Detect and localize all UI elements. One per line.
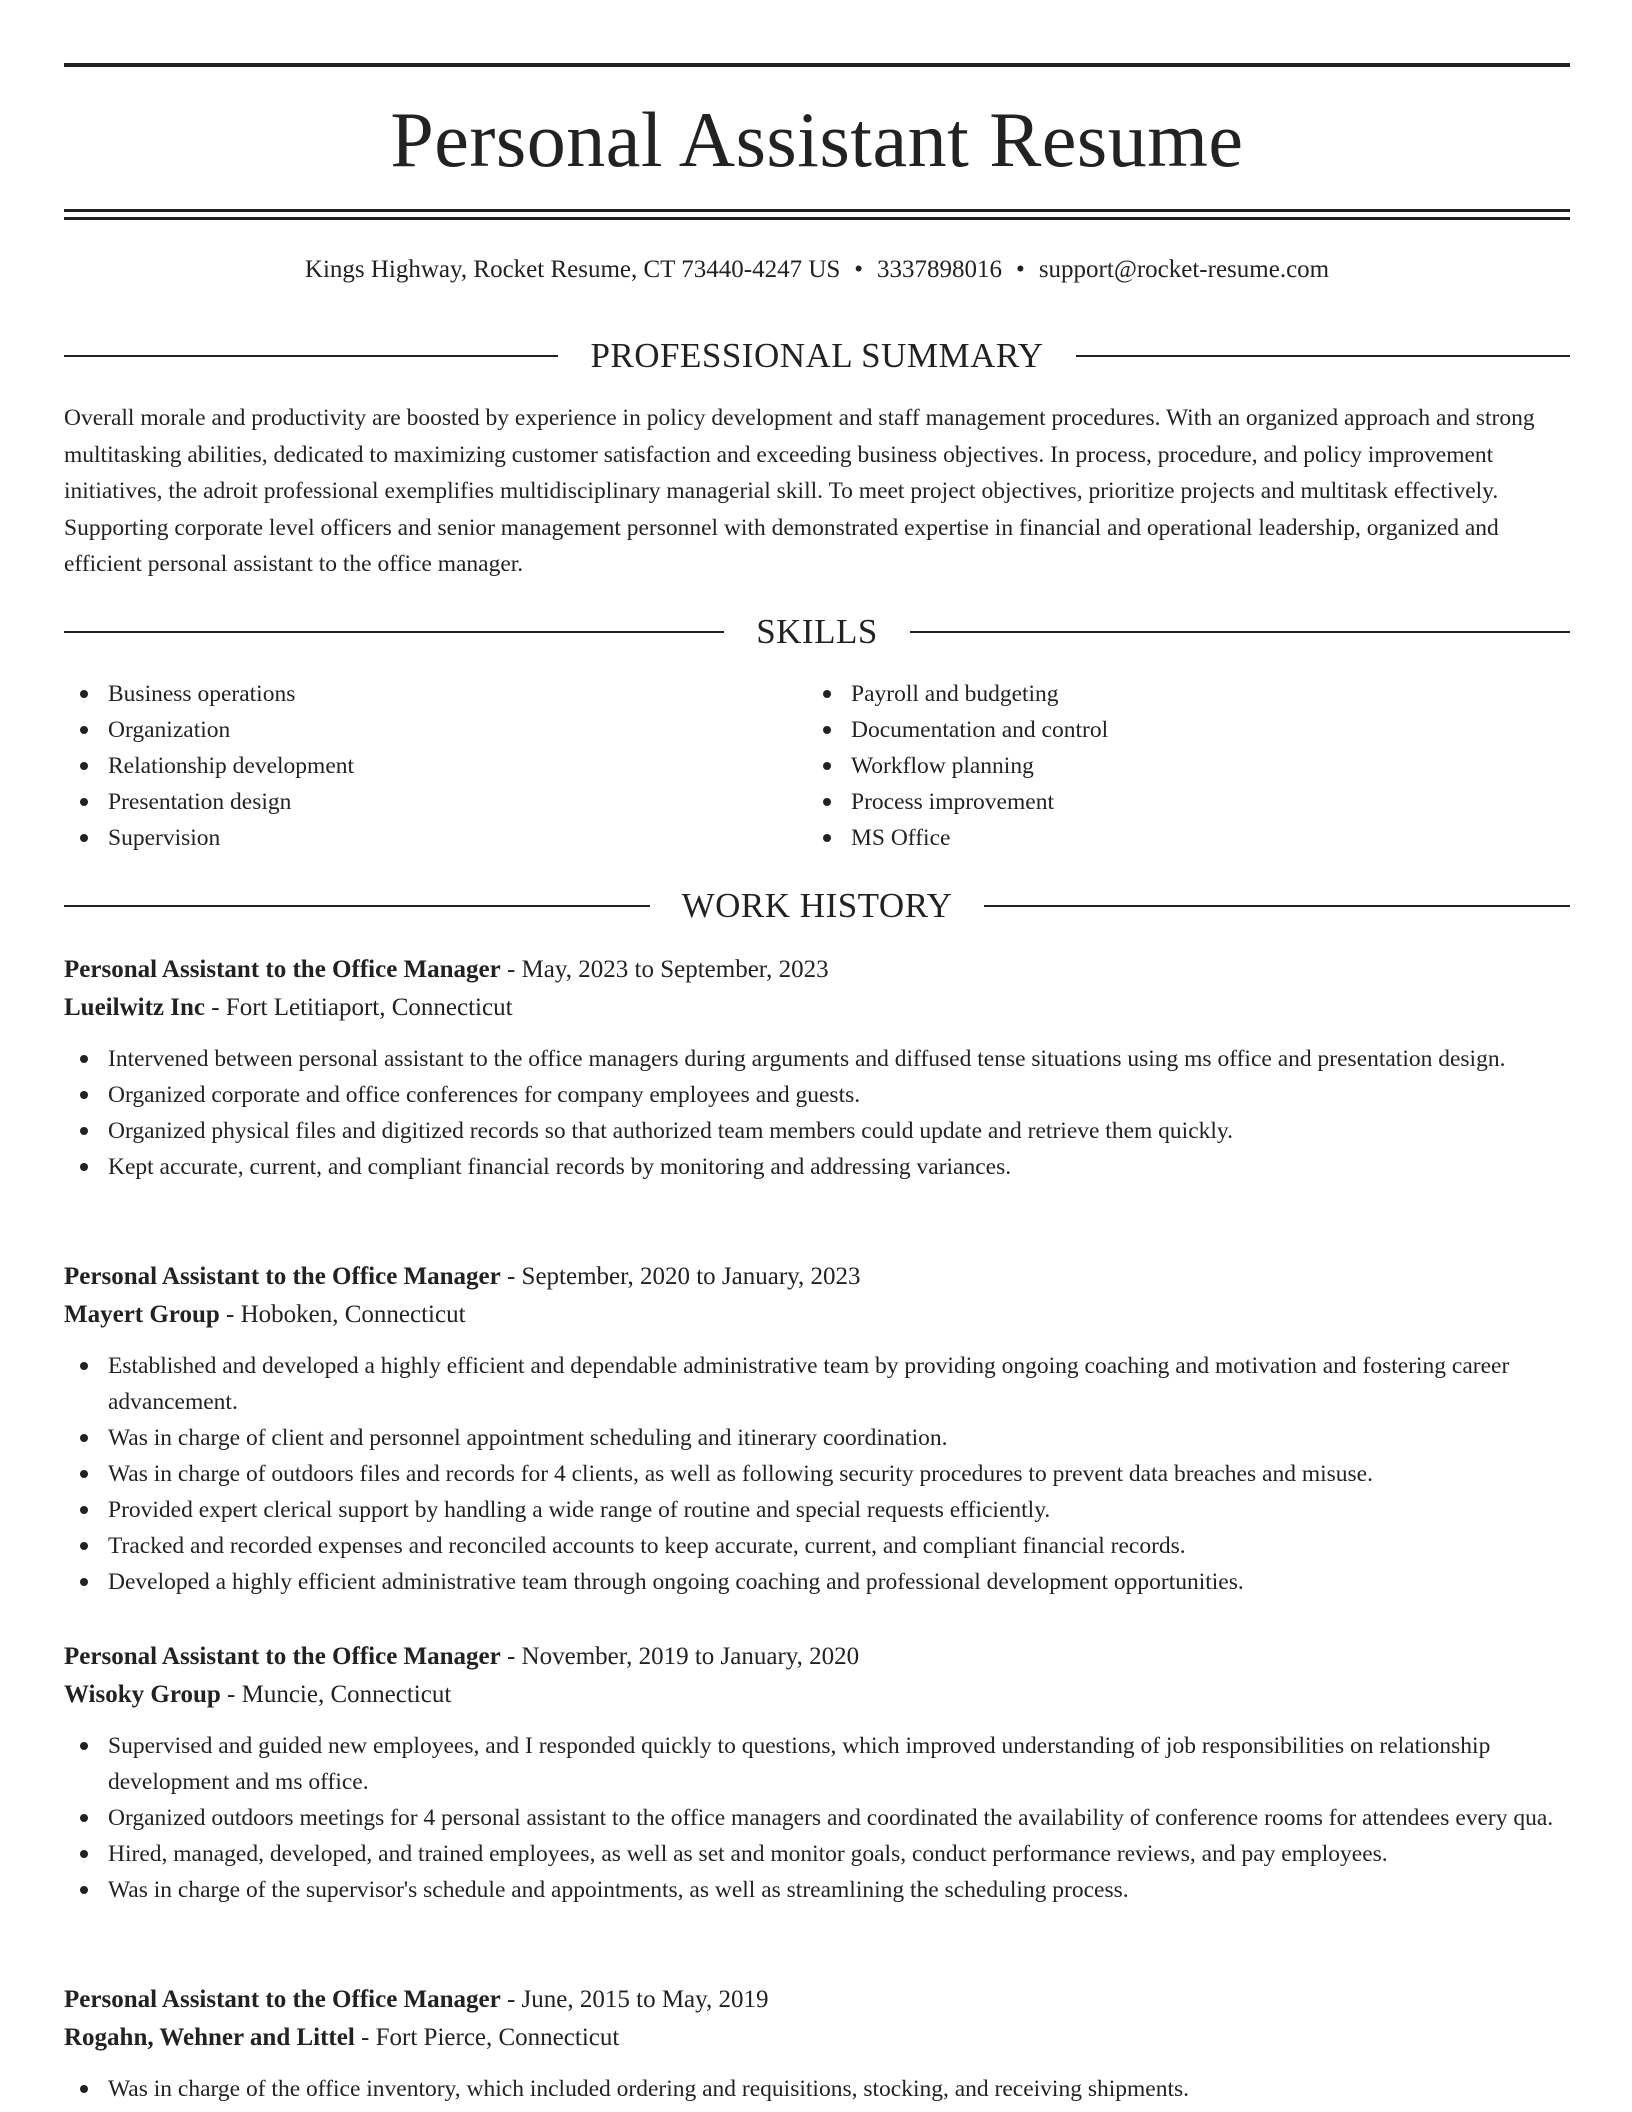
skill-item: Workflow planning xyxy=(807,748,1108,784)
job-duty: Organized outdoors meetings for 4 personal assistant to the office managers and coordinated the availability of conference rooms for attendees every qua. xyxy=(64,1800,1570,1836)
job-role-line xyxy=(64,1981,1570,2019)
section-rule-left xyxy=(64,905,650,907)
contact-separator: • xyxy=(854,256,864,283)
skill-item: Organization xyxy=(64,712,354,748)
job-role-line xyxy=(64,1638,1570,1676)
job-duty: Organized physical files and digitized records so that authorized team members could update and retrieve them quickly. xyxy=(64,1113,1570,1149)
contact-email: support@rocket-resume.com xyxy=(1038,256,1330,283)
job-entry xyxy=(64,951,1570,1185)
title-rule-lower xyxy=(64,217,1570,220)
contact-line xyxy=(64,253,1570,287)
job-location: - Fort Letitiaport, Connecticut xyxy=(204,994,513,1021)
skill-item: MS Office xyxy=(807,820,1108,856)
job-duty: Was in charge of client and personnel appointment scheduling and itinerary coordination. xyxy=(64,1420,1570,1456)
section-rule-right xyxy=(910,631,1570,633)
job-company-line xyxy=(64,2019,1570,2057)
skill-item: Business operations xyxy=(64,676,354,712)
skill-item: Payroll and budgeting xyxy=(807,676,1108,712)
job-company: Mayert Group xyxy=(64,1301,220,1328)
job-duty: Intervened between personal assistant to the office managers during arguments and diffused tense situations using ms office and presentation design. xyxy=(64,1041,1570,1077)
job-duty: Was in charge of the office inventory, which included ordering and requisitions, stocking, and receiving shipments. xyxy=(64,2071,1570,2107)
job-role-line xyxy=(64,1258,1570,1296)
job-location: - Hoboken, Connecticut xyxy=(219,1301,466,1328)
skill-item: Documentation and control xyxy=(807,712,1108,748)
job-title: Personal Assistant to the Office Manager xyxy=(64,1263,501,1290)
job-company: Lueilwitz Inc xyxy=(64,994,205,1021)
job-duty: Provided expert clerical support by handling a wide range of routine and special requests efficiently. xyxy=(64,1492,1570,1528)
skill-item: Process improvement xyxy=(807,784,1108,820)
title-rule-upper xyxy=(64,209,1570,212)
skill-item: Presentation design xyxy=(64,784,354,820)
section-rule-right xyxy=(1076,355,1570,357)
job-dates: - September, 2020 to January, 2023 xyxy=(500,1263,861,1290)
job-duty: Developed a highly efficient administrative team through ongoing coaching and professional development opportunities. xyxy=(64,1564,1570,1600)
job-duties xyxy=(64,1728,1570,1908)
skills-list-left xyxy=(64,676,354,856)
job-company: Wisoky Group xyxy=(64,1681,221,1708)
section-rule-left xyxy=(64,631,724,633)
job-company-line xyxy=(64,989,1570,1027)
job-dates: - May, 2023 to September, 2023 xyxy=(500,956,829,983)
job-duty: Kept accurate, current, and compliant financial records by monitoring and addressing variances. xyxy=(64,1149,1570,1185)
job-duty: Was in charge of the supervisor's schedule and appointments, as well as streamlining the scheduling process. xyxy=(64,1872,1570,1908)
job-dates: - June, 2015 to May, 2019 xyxy=(500,1986,769,2013)
job-duties xyxy=(64,2071,1570,2107)
section-header-skills xyxy=(64,610,1570,654)
job-company: Rogahn, Wehner and Littel xyxy=(64,2024,355,2051)
section-title-skills: SKILLS xyxy=(756,612,878,651)
skill-item: Supervision xyxy=(64,820,354,856)
job-duty: Was in charge of outdoors files and records for 4 clients, as well as following security procedures to prevent data breaches and misuse. xyxy=(64,1456,1570,1492)
skill-item: Relationship development xyxy=(64,748,354,784)
job-title: Personal Assistant to the Office Manager xyxy=(64,1986,501,2013)
contact-phone: 3337898016 xyxy=(877,256,1003,283)
job-location: - Muncie, Connecticut xyxy=(220,1681,452,1708)
job-title: Personal Assistant to the Office Manager xyxy=(64,1643,501,1670)
section-rule-right xyxy=(984,905,1570,907)
job-entry xyxy=(64,1258,1570,1600)
contact-address: Kings Highway, Rocket Resume, CT 73440-4247 US xyxy=(304,256,841,283)
job-entry xyxy=(64,1981,1570,2107)
job-dates: - November, 2019 to January, 2020 xyxy=(500,1643,860,1670)
job-duty: Tracked and recorded expenses and reconciled accounts to keep accurate, current, and compliant financial records. xyxy=(64,1528,1570,1564)
job-company-line xyxy=(64,1676,1570,1714)
resume-title: Personal Assistant Resume xyxy=(390,96,1244,183)
contact-separator: • xyxy=(1016,256,1025,283)
summary-text: Overall morale and productivity are boosted by experience in policy development and staff management procedures. With an organized approach and strong multitasking abilities, dedicated to maximizing customer satisfaction and exceeding business objectives. In process, procedure, and policy improvement initiatives, the adroit professional exemplifies multidisciplinary managerial skill. To meet project objectives, prioritize projects and multitask effectively. Supporting corporate level officers and senior management personnel with demonstrated expertise in financial and operational leadership, organized and efficient personal assistant to the office manager. xyxy=(64,405,1535,577)
job-title: Personal Assistant to the Office Manager xyxy=(64,956,501,983)
top-rule xyxy=(64,63,1570,67)
section-title-work-history: WORK HISTORY xyxy=(681,886,953,925)
job-role-line xyxy=(64,951,1570,989)
job-company-line xyxy=(64,1296,1570,1334)
job-duty: Established and developed a highly efficient and dependable administrative team by providing ongoing coaching and motivation and fostering career advancement. xyxy=(64,1348,1570,1420)
skills-list-right xyxy=(807,676,1108,856)
job-duties xyxy=(64,1348,1570,1600)
job-duties xyxy=(64,1041,1570,1185)
section-header-work-history xyxy=(64,884,1570,928)
job-duty: Hired, managed, developed, and trained employees, as well as set and monitor goals, conduct performance reviews, and pay employees. xyxy=(64,1836,1570,1872)
section-rule-left xyxy=(64,355,558,357)
job-location: - Fort Pierce, Connecticut xyxy=(354,2024,620,2051)
job-entry xyxy=(64,1638,1570,1908)
job-duty: Organized corporate and office conferences for company employees and guests. xyxy=(64,1077,1570,1113)
job-duty: Supervised and guided new employees, and I responded quickly to questions, which improved understanding of job responsibilities on relationship development and ms office. xyxy=(64,1728,1570,1800)
section-title-summary: PROFESSIONAL SUMMARY xyxy=(590,336,1044,375)
section-header-summary xyxy=(64,334,1570,378)
